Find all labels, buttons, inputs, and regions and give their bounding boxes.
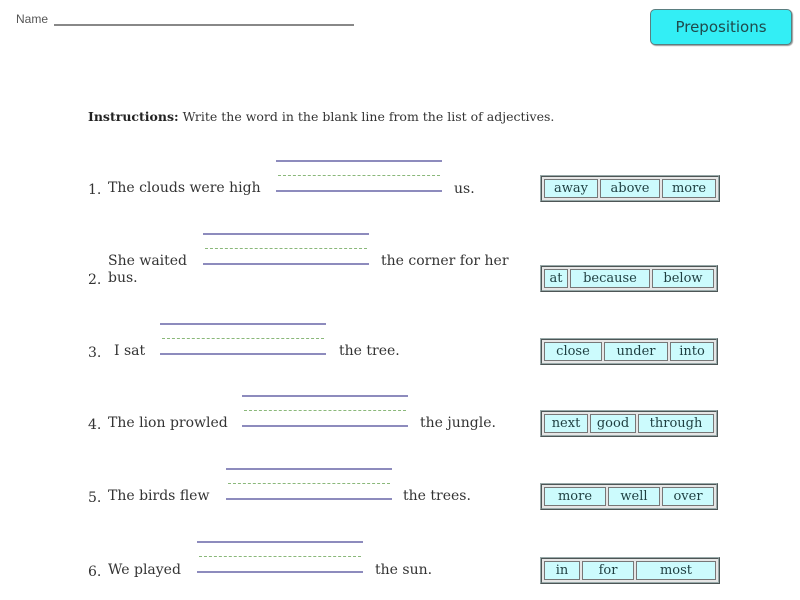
choice-word[interactable]: below xyxy=(652,269,714,288)
question-text-before: The lion prowled xyxy=(108,415,228,431)
question-number: 1. xyxy=(88,182,102,198)
choice-word[interactable]: away xyxy=(544,179,598,198)
question-text-before: The clouds were high xyxy=(108,180,261,196)
choice-word[interactable]: more xyxy=(544,487,606,506)
word-choices xyxy=(540,557,720,584)
choice-word[interactable]: in xyxy=(544,561,580,580)
word-choices xyxy=(540,265,718,292)
answer-blank[interactable] xyxy=(242,395,408,427)
choice-word[interactable]: under xyxy=(604,342,668,361)
choice-word[interactable]: because xyxy=(570,269,650,288)
question-text-after: the trees. xyxy=(403,488,471,504)
question-text-before: The birds flew xyxy=(108,488,210,504)
name-label: Name xyxy=(16,12,49,26)
choice-word[interactable]: above xyxy=(600,179,660,198)
answer-blank[interactable] xyxy=(276,160,442,192)
question-number: 5. xyxy=(88,490,102,506)
name-input-line[interactable] xyxy=(54,12,354,26)
word-choices xyxy=(540,175,720,202)
word-choices xyxy=(540,410,718,437)
choice-word[interactable]: close xyxy=(544,342,602,361)
choice-word[interactable]: more xyxy=(662,179,716,198)
answer-blank[interactable] xyxy=(226,468,392,500)
instructions xyxy=(88,109,554,124)
answer-blank[interactable] xyxy=(160,323,326,355)
choice-word[interactable]: good xyxy=(590,414,636,433)
question-text-before: She waited xyxy=(108,253,188,269)
answer-blank[interactable] xyxy=(203,233,369,265)
word-choices xyxy=(540,338,718,365)
question-text-after-continued: bus. xyxy=(108,270,138,286)
question-text-after: us. xyxy=(454,181,475,197)
question-text-after: the jungle. xyxy=(420,415,496,431)
instructions-text: Write the word in the blank line from the list of adjectives. xyxy=(178,109,555,124)
question-number: 6. xyxy=(88,564,102,580)
choice-word[interactable]: over xyxy=(662,487,714,506)
word-choices xyxy=(540,483,718,510)
question-text-after: the sun. xyxy=(375,562,433,578)
question-number: 4. xyxy=(88,417,102,433)
choice-word[interactable]: at xyxy=(544,269,568,288)
answer-blank[interactable] xyxy=(197,541,363,573)
question-number: 2. xyxy=(88,272,102,288)
choice-word[interactable]: for xyxy=(582,561,634,580)
question-number: 3. xyxy=(88,345,102,361)
question-text-after: the tree. xyxy=(339,343,400,359)
choice-word[interactable]: next xyxy=(544,414,588,433)
choice-word[interactable]: well xyxy=(608,487,660,506)
instructions-label: Instructions: xyxy=(88,109,179,124)
name-row xyxy=(16,12,354,26)
choice-word[interactable]: into xyxy=(670,342,714,361)
choice-word[interactable]: most xyxy=(636,561,716,580)
worksheet-title: Prepositions xyxy=(650,9,792,45)
question-text-before: We played xyxy=(108,562,181,578)
question-text-before: I sat xyxy=(114,343,146,359)
question-text-after: the corner for her xyxy=(381,253,509,269)
choice-word[interactable]: through xyxy=(638,414,714,433)
